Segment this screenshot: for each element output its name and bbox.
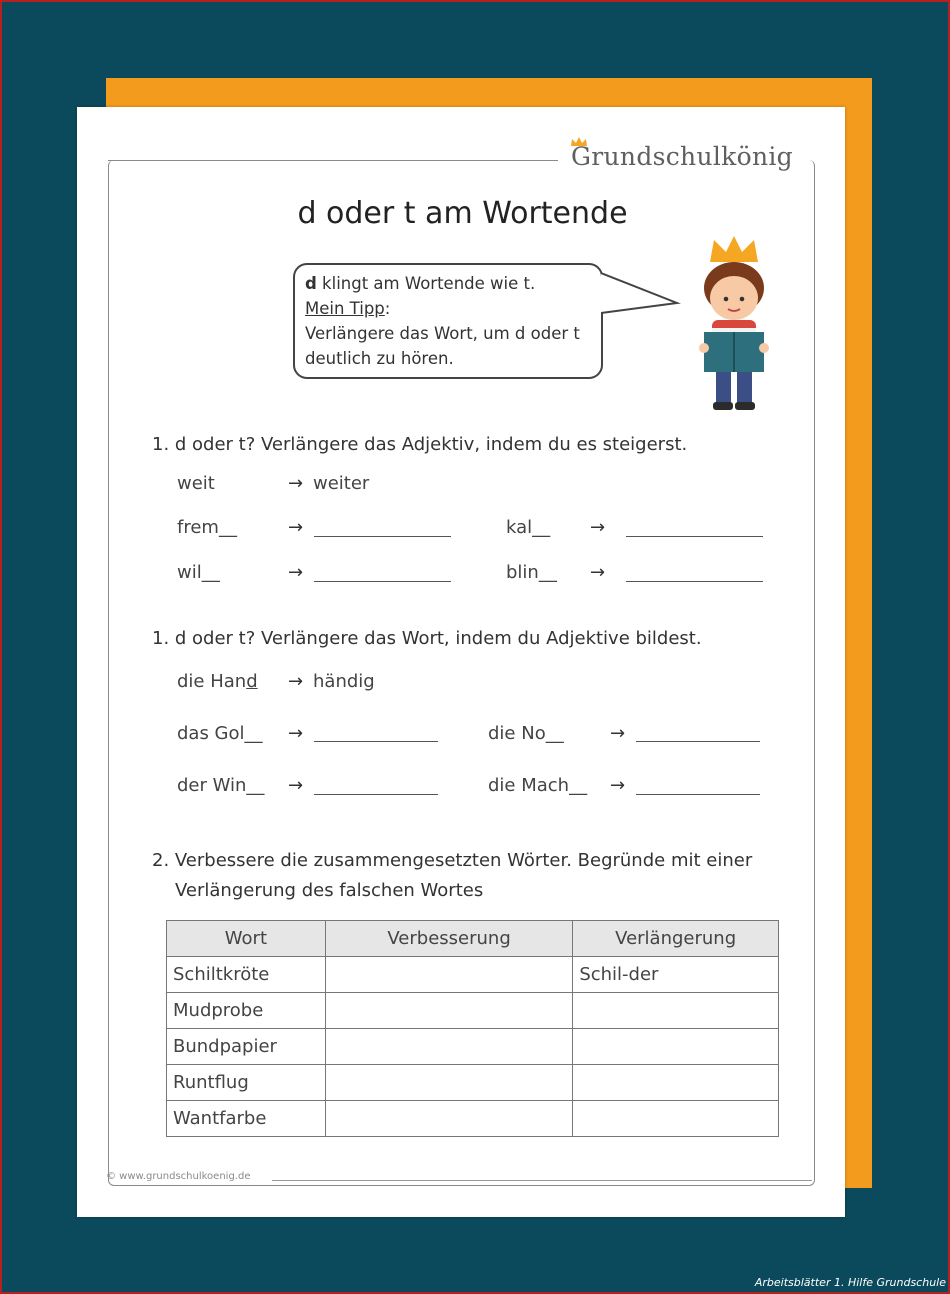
answer-line[interactable] [314,581,451,582]
task-1-heading: 1. d oder t? Verlängere das Adjektiv, indem du es steigerst. [152,434,688,455]
word-item-frem: frem__ [177,517,237,538]
word-item-blin: blin__ [506,562,557,583]
answer-line[interactable] [636,794,760,795]
word-cell: Mudprobe [167,993,326,1029]
word-item-mach: die Mach__ [488,775,588,796]
column-header-verlaengerung: Verlängerung [573,921,779,957]
extension-cell[interactable]: Schil-der [573,957,779,993]
arrow-icon: → [610,775,626,796]
table-row [167,1029,779,1065]
table-header-row [167,921,779,957]
boy-reading-illustration [688,236,780,414]
bubble-line-3: Verlängere das Wort, um d oder t [305,324,580,343]
word-item-wil: wil__ [177,562,220,583]
correction-cell[interactable] [325,993,573,1029]
table-row [167,1101,779,1137]
arrow-icon: → [590,562,606,583]
word-table [166,920,779,1137]
copyright-footer: © www.grundschulkoenig.de [106,1171,251,1182]
word-item-win: der Win__ [177,775,265,796]
answer-line[interactable] [626,581,763,582]
word-cell: Schiltkröte [167,957,326,993]
speech-bubble-tail [601,265,681,335]
speech-bubble [293,263,603,379]
arrow-icon: → [610,723,626,744]
image-caption: Arbeitsblätter 1. Hilfe Grundschule [754,1276,946,1289]
task-3-heading [152,846,752,906]
arrow-icon: → [288,473,304,494]
arrow-icon: → [288,723,304,744]
extension-cell[interactable] [573,1029,779,1065]
column-header-verbesserung: Verbesserung [325,921,573,957]
example-word-hand: die Hand [177,671,258,692]
arrow-icon: → [590,517,606,538]
worksheet-title: d oder t am Wortende [297,196,628,231]
table-row [167,1065,779,1101]
task-3-heading-line-1: 2. Verbessere die zusammengesetzten Wörter. Begründe mit einer [152,850,753,871]
arrow-icon: → [288,517,304,538]
correction-cell[interactable] [325,1065,573,1101]
bubble-line-4: deutlich zu hören. [305,349,454,368]
word-cell: Wantfarbe [167,1101,326,1137]
correction-cell[interactable] [325,957,573,993]
example-answer-haendig: händig [313,671,375,692]
column-header-wort: Wort [167,921,326,957]
arrow-icon: → [288,562,304,583]
word-item-kal: kal__ [506,517,551,538]
bubble-line-1: d klingt am Wortende wie t. [305,274,536,293]
word-item-gol: das Gol__ [177,723,263,744]
word-cell: Runtflug [167,1065,326,1101]
task-3-heading-line-2: Verlängerung des falschen Wortes [175,880,484,901]
arrow-icon: → [288,671,304,692]
extension-cell[interactable] [573,993,779,1029]
footer-divider [272,1180,812,1181]
answer-line[interactable] [636,741,760,742]
correction-cell[interactable] [325,1029,573,1065]
example-word: weit [177,473,215,494]
correction-cell[interactable] [325,1101,573,1137]
example-answer: weiter [313,473,370,494]
arrow-icon: → [288,775,304,796]
extension-cell[interactable] [573,1101,779,1137]
answer-line[interactable] [626,536,763,537]
answer-line[interactable] [314,741,438,742]
bubble-line-2: Mein Tipp: [305,299,391,318]
answer-line[interactable] [314,536,451,537]
brand-logo: Grundschulkönig [571,142,793,171]
word-item-no: die No__ [488,723,564,744]
word-cell: Bundpapier [167,1029,326,1065]
table-row [167,957,779,993]
answer-line[interactable] [314,794,438,795]
extension-cell[interactable] [573,1065,779,1101]
table-row [167,993,779,1029]
task-2-heading: 1. d oder t? Verlängere das Wort, indem du Adjektive bildest. [152,628,702,649]
